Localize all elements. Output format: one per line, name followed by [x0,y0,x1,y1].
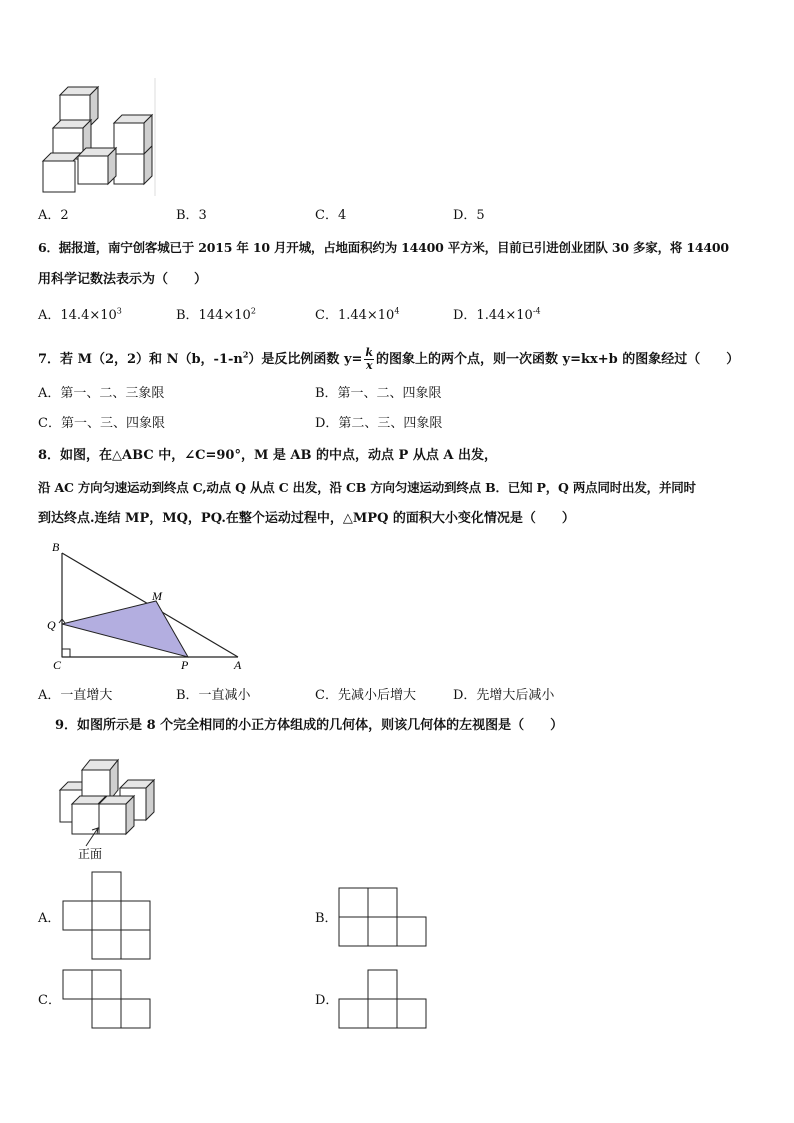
q7-frac-den: x [365,359,373,372]
q6-option-d[interactable] [453,308,541,324]
q8-label-m: M [152,589,162,603]
q8-option-c[interactable]: C．先减小后增大 [315,688,416,703]
q7-fraction [364,347,374,372]
q9-option-d[interactable]: D． [315,993,339,1008]
q7-n-exponent: 2 [242,349,249,360]
q7-stem-part3: 的图象上的两个点，则一次函数 y=kx+b 的图象经过（ ） [376,352,740,367]
q8-label-q: Q [47,618,56,632]
q7-option-c[interactable]: C．第一、三、四象限 [38,416,165,431]
q5-option-c[interactable]: C．4 [315,208,347,223]
q6-option-d-label: D．1.44×10 [453,308,533,323]
q8-label-p: P [181,658,189,672]
q8-option-b[interactable]: B．一直减小 [176,688,251,703]
q6-option-b[interactable] [176,308,256,324]
q8-stem-line1: 8．如图，在△ABC 中，∠C=90°，M 是 AB 的中点，动点 P 从点 A 出发， [38,448,497,463]
q9-option-b[interactable]: B． [315,911,338,926]
q6-option-a[interactable] [38,308,122,324]
q6-stem-line2: 用科学记数法表示为（ ） [38,272,208,287]
q6-option-c-label: C．1.44×10 [315,308,395,323]
q6-option-d-exp: -4 [532,306,541,316]
q6-option-a-exp: 3 [116,306,122,316]
q6-option-c[interactable] [315,308,399,324]
q7-stem-part2: ）是反比例函数 y= [248,352,363,367]
q8-label-c: C [53,658,62,672]
q9-stem: 9．如图所示是 8 个完全相同的小正方体组成的几何体，则该几何体的左视图是（ ） [55,718,564,733]
q7-stem-part1: 7．若 M（2，2）和 N（b，-1-n [38,352,243,367]
q7-option-a[interactable]: A．第一、二、三象限 [38,386,165,401]
q9-option-c-figure[interactable] [62,969,157,1031]
q9-solid-figure [50,742,160,862]
q7-frac-num: k [365,346,374,359]
q6-option-b-exp: 2 [250,306,256,316]
q8-label-b: B [52,540,60,554]
q8-triangle-figure [38,535,268,675]
q9-option-c[interactable]: C． [38,993,61,1008]
q9-option-a[interactable]: A． [38,911,61,926]
q6-option-b-label: B．144×10 [176,308,251,323]
q9-option-d-figure[interactable] [338,969,433,1031]
q7-stem [38,347,739,372]
q7-option-b[interactable]: B．第一、二、四象限 [315,386,442,401]
q8-stem-line2: 沿 AC 方向匀速运动到终点 C,动点 Q 从点 C 出发，沿 CB 方向匀速运动到终点 B．已知 P，Q 两点同时出发，并同时 [38,480,696,495]
q7-option-d[interactable]: D．第二、三、四象限 [315,416,443,431]
q6-option-c-exp: 4 [394,306,400,316]
q6-stem-line1: 6．据报道，南宁创客城已于 2015 年 10 月开城，占地面积约为 14400 平方米，目前已引进创业团队 30 多家，将 14400 [38,240,729,255]
q9-front-label: 正面 [78,847,103,861]
q6-option-a-label: A．14.4×10 [38,308,117,323]
q5-cube-figure [38,78,158,198]
q8-option-d[interactable]: D．先增大后减小 [453,688,555,703]
q5-option-d[interactable]: D．5 [453,208,485,223]
q8-option-a[interactable]: A．一直增大 [38,688,113,703]
q9-option-b-figure[interactable] [338,887,433,949]
q8-label-a: A [234,658,242,672]
q8-stem-line3: 到达终点.连结 MP，MQ，PQ.在整个运动过程中，△MPQ 的面积大小变化情况是（ ） [38,511,575,526]
q9-option-a-figure[interactable] [62,872,157,962]
q5-option-a[interactable]: A．2 [38,208,69,223]
q5-option-b[interactable]: B．3 [176,208,207,223]
